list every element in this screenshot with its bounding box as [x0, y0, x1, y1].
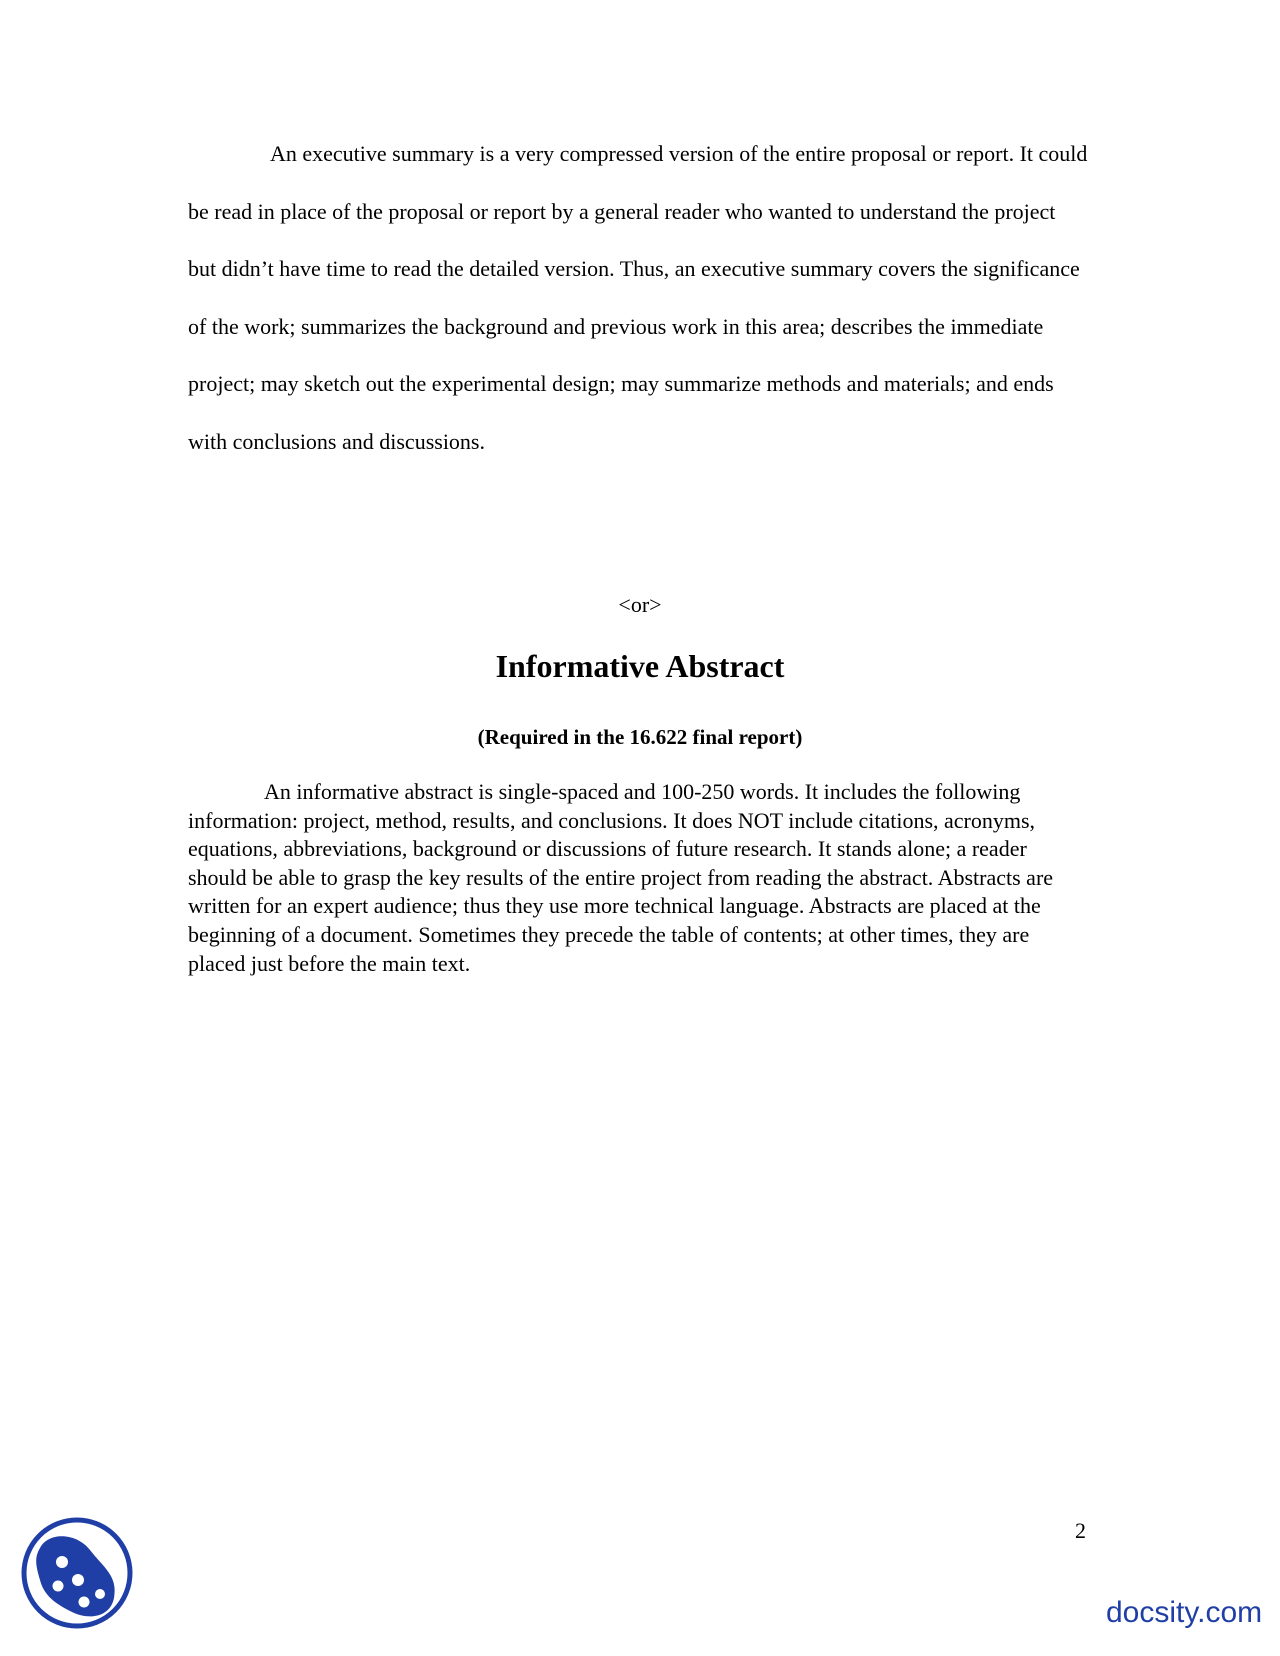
docsity-logo-icon[interactable]	[18, 1514, 136, 1632]
section-subtitle: (Required in the 16.622 final report)	[477, 725, 803, 749]
or-separator: <or>	[618, 592, 662, 617]
section-title: Informative Abstract	[495, 648, 785, 684]
brand-text[interactable]: docsity.com	[1106, 1596, 1263, 1629]
abstract-paragraph: An informative abstract is single-spaced and 100-250 words. It includes the following information: project, method, results, and conclusions. It does NOT include citations, acronyms, equations, abbreviations, background or discussions of future research. It stands alone; a reader should be able to grasp the key results of the entire project from reading the abstract. Abstracts are written for an expert audience; thus they use more technical language. Abstracts are placed at the beginning of a document. Sometimes they precede the table of contents; at other times, they are placed just before the main text.	[188, 779, 1054, 976]
executive-summary-paragraph: An executive summary is a very compressed version of the entire proposal or report. It could be read in place of the proposal or report by a general reader who wanted to understand the project but didn’t have time to read the detailed version. Thus, an executive summary covers the significance of the work; summarizes the background and previous work in this area; describes the immediate project; may sketch out the experimental design; may summarize methods and materials; and ends with conclusions and discussions.	[188, 141, 1088, 454]
docsity-logo-graphic	[18, 1514, 136, 1632]
page-number: 2	[1075, 1518, 1086, 1543]
